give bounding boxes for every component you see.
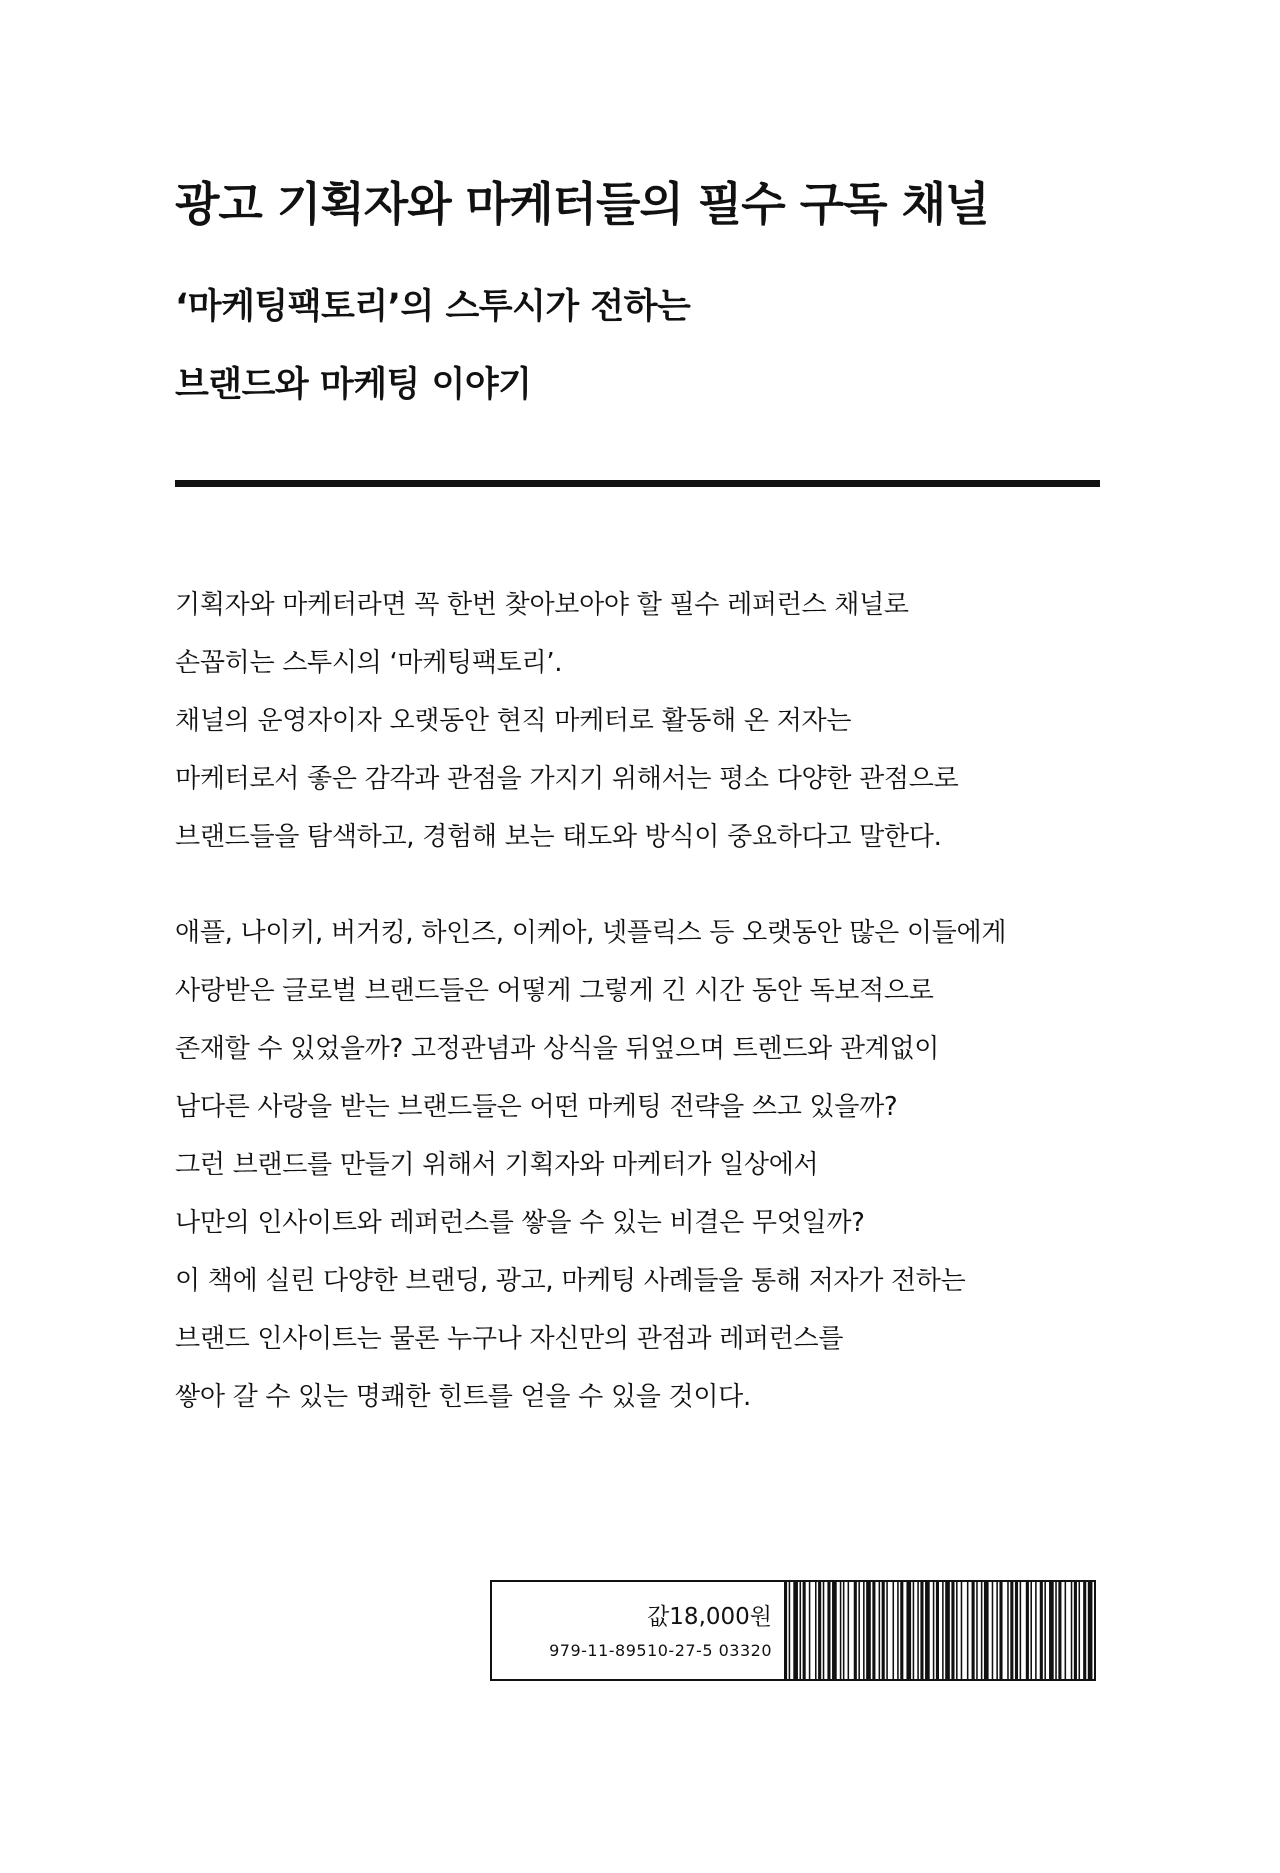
barcode-image	[782, 1582, 1094, 1679]
barcode-bar	[1079, 1582, 1081, 1679]
barcode-bar	[809, 1582, 811, 1679]
barcode-bar	[900, 1582, 903, 1679]
barcode-bar	[893, 1582, 895, 1679]
paragraph-line: 이 책에 실린 다양한 브랜딩, 광고, 마케팅 사례들을 통해 저자가 전하는	[175, 1266, 966, 1296]
barcode-bar	[1074, 1582, 1077, 1679]
barcode-bar	[976, 1582, 978, 1679]
price-label: 값18,000원	[647, 1604, 772, 1630]
paragraph-line: 사랑받은 글로벌 브랜드들은 어떻게 그렇게 긴 시간 동안 독보적으로	[175, 976, 934, 1006]
barcode-bar	[936, 1582, 939, 1679]
barcode-bar	[984, 1582, 989, 1679]
barcode-bar	[992, 1582, 994, 1679]
barcode-bar	[951, 1582, 954, 1679]
paragraph-line: 브랜드 인사이트는 물론 누구나 자신만의 관점과 레퍼런스를	[175, 1324, 844, 1354]
barcode-bar	[1040, 1582, 1043, 1679]
barcode-bar	[843, 1582, 845, 1679]
barcode-bar	[1083, 1582, 1086, 1679]
barcode-bar	[1035, 1582, 1037, 1679]
barcode-bar	[1055, 1582, 1057, 1679]
barcode-bar	[981, 1582, 983, 1679]
barcode-bar	[882, 1582, 885, 1679]
barcode-bar	[1049, 1582, 1054, 1679]
barcode-bar	[917, 1582, 919, 1679]
barcode-bar	[1020, 1582, 1022, 1679]
barcode-bar	[1071, 1582, 1073, 1679]
barcode-bar	[1007, 1582, 1009, 1679]
barcode-bar	[1015, 1582, 1018, 1679]
paragraph-line: 존재할 수 있었을까? 고정관념과 상식을 뒤엎으며 트렌드와 관계없이	[175, 1034, 940, 1064]
barcode-bar	[854, 1582, 857, 1679]
barcode-bar	[848, 1582, 850, 1679]
barcode-bar	[840, 1582, 842, 1679]
barcode-bar	[1058, 1582, 1061, 1679]
barcode-bar	[1044, 1582, 1046, 1679]
barcode-bar	[897, 1582, 899, 1679]
barcode-bar	[832, 1582, 837, 1679]
barcode-bar	[866, 1582, 871, 1679]
barcode-bar	[925, 1582, 930, 1679]
barcode-bar	[863, 1582, 865, 1679]
barcode-bar	[1010, 1582, 1013, 1679]
barcode-bar	[872, 1582, 875, 1679]
price-barcode-box	[490, 1580, 1096, 1681]
barcode-bar	[906, 1582, 911, 1679]
isbn-number: 979-11-89510-27-5 03320	[549, 1641, 772, 1660]
paragraph-line: 쌓아 갈 수 있는 명쾌한 힌트를 얻을 수 있을 것이다.	[175, 1382, 751, 1412]
subtitle-line: 브랜드와 마케팅 이야기	[175, 365, 532, 405]
barcode-bar	[803, 1582, 806, 1679]
barcode-bar	[956, 1582, 958, 1679]
subtitle-line: ‘마케팅팩토리’의 스투시가 전하는	[175, 287, 691, 327]
barcode-bar	[1065, 1582, 1067, 1679]
barcode-bar	[818, 1582, 821, 1679]
barcode-bar	[942, 1582, 944, 1679]
barcode-bar	[827, 1582, 830, 1679]
barcode-bar	[1088, 1582, 1093, 1679]
barcode-bar	[815, 1582, 817, 1679]
description-paragraph-1	[175, 576, 958, 866]
barcode-bar	[858, 1582, 860, 1679]
barcode-bar	[972, 1582, 975, 1679]
barcode-bar	[967, 1582, 969, 1679]
barcode-bar	[1030, 1582, 1032, 1679]
paragraph-line: 나만의 인사이트와 레퍼런스를 쌓을 수 있는 비결은 무엇일까?	[175, 1208, 865, 1238]
divider-rule	[175, 480, 1100, 487]
paragraph-line: 브랜드들을 탐색하고, 경험해 보는 태도와 방식이 중요하다고 말한다.	[175, 822, 942, 852]
paragraph-line: 그런 브랜드를 만들기 위해서 기획자와 마케터가 일상에서	[175, 1150, 819, 1180]
barcode-bar	[800, 1582, 802, 1679]
barcode-bar	[789, 1582, 791, 1679]
barcode-bar	[784, 1582, 787, 1679]
description-paragraph-2	[175, 904, 1006, 1426]
paragraph-line: 손꼽히는 스투시의 ‘마케팅팩토리’.	[175, 648, 563, 678]
subtitle	[175, 268, 690, 424]
barcode-bar	[999, 1582, 1002, 1679]
paragraph-line: 기획자와 마케터라면 꼭 한번 찾아보아야 할 필수 레퍼런스 채널로	[175, 590, 909, 620]
paragraph-line: 채널의 운영자이자 오랫동안 현직 마케터로 활동해 온 저자는	[175, 706, 852, 736]
barcode-bar	[879, 1582, 881, 1679]
barcode-bar	[913, 1582, 915, 1679]
barcode-bar	[996, 1582, 998, 1679]
barcode-bar	[920, 1582, 923, 1679]
book-title: 광고 기획자와 마케터들의 필수 구독 채널	[175, 177, 989, 231]
barcode-bar	[793, 1582, 798, 1679]
paragraph-line: 마케터로서 좋은 감각과 관점을 가지기 위해서는 평소 다양한 관점으로	[175, 764, 959, 794]
barcode-bar	[1026, 1582, 1029, 1679]
paragraph-line: 남다른 사랑을 받는 브랜드들은 어떤 마케팅 전략을 쓰고 있을까?	[175, 1092, 898, 1122]
barcode-bar	[933, 1582, 935, 1679]
barcode-bar	[886, 1582, 888, 1679]
barcode-bar	[945, 1582, 950, 1679]
barcode-bar	[961, 1582, 963, 1679]
paragraph-line: 애플, 나이키, 버거킹, 하인즈, 이케아, 넷플릭스 등 오랫동안 많은 이들에게	[175, 918, 1007, 948]
barcode-bar	[823, 1582, 825, 1679]
